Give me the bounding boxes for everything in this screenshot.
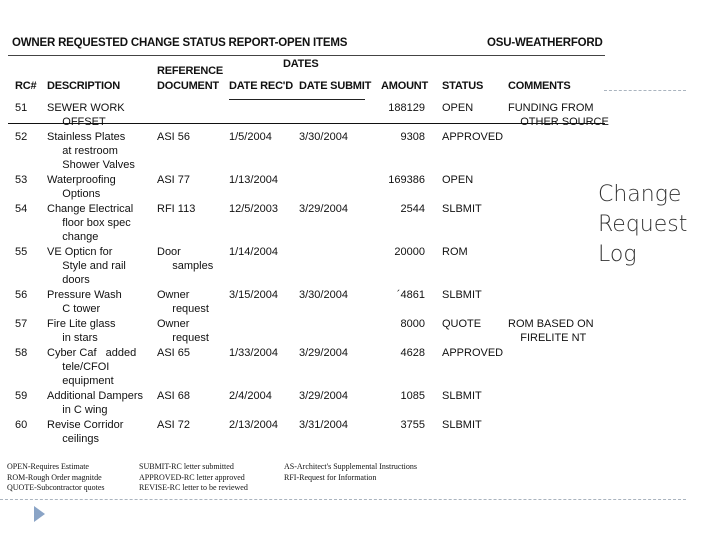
report-site: OSU-WEATHERFORD (487, 37, 603, 49)
cell-status: ROM (442, 246, 468, 258)
cell-date-submit: 3/29/2004 (299, 347, 348, 359)
cell-reference: ASI 77 (157, 174, 191, 186)
cell-amount: 1085 (400, 390, 425, 402)
cell-date-recd: 2/4/2004 (229, 390, 272, 402)
cell-reference: ASI 72 (157, 419, 191, 431)
cell-description: Change Electrical floor box spec change (47, 203, 134, 243)
cell-date-recd: 1/5/2004 (229, 131, 272, 143)
column-amount: AMOUNT (381, 80, 429, 92)
cell-rc: 56 (15, 289, 28, 301)
cell-rc: 57 (15, 318, 28, 330)
column-rc: RC# (15, 80, 37, 92)
cell-date-submit: 3/29/2004 (299, 203, 348, 215)
column-reference-line2: DOCUMENT (157, 80, 219, 92)
cell-amount: 3755 (400, 419, 425, 431)
cell-rc: 51 (15, 102, 28, 114)
cell-reference: ASI 68 (157, 390, 191, 402)
cell-status: OPEN (442, 102, 474, 114)
dates-group-label: DATES (283, 58, 319, 70)
cell-date-submit: 3/29/2004 (299, 390, 348, 402)
cell-date-submit: 3/31/2004 (299, 419, 348, 431)
cell-status: OPEN (442, 174, 474, 186)
report-title: OWNER REQUESTED CHANGE STATUS REPORT-OPEN ITEMS (12, 37, 348, 49)
cell-rc: 58 (15, 347, 28, 359)
cell-description: Revise Corridor ceilings (47, 419, 124, 445)
cell-date-submit: 3/30/2004 (299, 289, 348, 301)
cell-amount: 169386 (388, 174, 425, 186)
cell-date-recd: 1/14/2004 (229, 246, 278, 258)
cell-rc: 54 (15, 203, 28, 215)
cell-comments: FUNDING FROM OTHER SOURCE (508, 102, 609, 128)
cell-status: SLBMIT (442, 289, 482, 301)
cell-reference: ASI 65 (157, 347, 191, 359)
slide-title (598, 180, 687, 270)
cell-date-recd: 2/13/2004 (229, 419, 278, 431)
cell-date-recd: 3/15/2004 (229, 289, 278, 301)
legend-submission-codes: SUBMIT-RC letter submitted APPROVED-RC letter approved REVISE-RC letter to be reviewed (139, 462, 248, 492)
cell-description: SEWER WORK OFFSET (47, 102, 125, 128)
cell-date-recd: 12/5/2003 (229, 203, 278, 215)
cell-description: Additional Dampers in C wing (47, 390, 143, 416)
column-date-recd: DATE REC'D (229, 80, 293, 92)
slide-title-text: Change Request Log (598, 182, 688, 267)
column-status: STATUS (442, 80, 484, 92)
cell-description: Pressure Wash C tower (47, 289, 122, 315)
cell-rc: 60 (15, 419, 28, 431)
next-slide-arrow-icon[interactable] (34, 506, 45, 522)
cell-description: Fire Lite glass in stars (47, 318, 116, 344)
dates-rule (229, 99, 365, 100)
cell-status: APPROVED (442, 131, 504, 143)
cell-amount: 4628 (400, 347, 425, 359)
cell-amount: 2544 (400, 203, 425, 215)
column-date-submit: DATE SUBMIT (299, 80, 372, 92)
top-rule (8, 55, 605, 56)
cell-description: VE Opticn for Style and rail doors (47, 246, 126, 286)
cell-description: Cyber Caf added tele/CFOI equipment (47, 347, 137, 387)
cell-description: Stainless Plates at restroom Shower Valves (47, 131, 135, 171)
column-description: DESCRIPTION (47, 80, 120, 92)
cell-amount: 8000 (400, 318, 425, 330)
cell-reference: ASI 56 (157, 131, 191, 143)
cell-amount: 9308 (400, 131, 425, 143)
cell-date-submit: 3/30/2004 (299, 131, 348, 143)
divider-bottom (0, 499, 686, 500)
cell-comments: ROM BASED ON FIRELITE NT (508, 318, 594, 344)
cell-status: SLBMIT (442, 419, 482, 431)
cell-reference: Owner request (157, 289, 209, 315)
cell-rc: 53 (15, 174, 28, 186)
cell-reference: RFI 113 (157, 203, 196, 215)
cell-status: QUOTE (442, 318, 482, 330)
column-reference-line1: REFERENCE (157, 65, 224, 77)
cell-date-recd: 1/33/2004 (229, 347, 278, 359)
cell-amount: 20000 (394, 246, 425, 258)
cell-rc: 52 (15, 131, 28, 143)
cell-reference: Owner request (157, 318, 209, 344)
legend-document-codes: AS-Architect's Supplemental Instructions RFI-Request for Information (284, 462, 417, 482)
divider-top (604, 90, 686, 91)
legend-status-codes: OPEN-Requires Estimate ROM-Rough Order magnitde QUOTE-Subcontractor quotes (7, 462, 105, 492)
cell-status: APPROVED (442, 347, 504, 359)
column-comments: COMMENTS (508, 80, 571, 92)
cell-amount: ´4861 (396, 289, 425, 301)
cell-status: SLBMIT (442, 203, 482, 215)
cell-date-recd: 1/13/2004 (229, 174, 278, 186)
cell-rc: 55 (15, 246, 28, 258)
change-status-report (0, 27, 610, 497)
cell-reference: Door samples (157, 246, 214, 272)
cell-description: Waterproofing Options (47, 174, 116, 200)
cell-amount: 188129 (388, 102, 425, 114)
cell-rc: 59 (15, 390, 28, 402)
cell-status: SLBMIT (442, 390, 482, 402)
